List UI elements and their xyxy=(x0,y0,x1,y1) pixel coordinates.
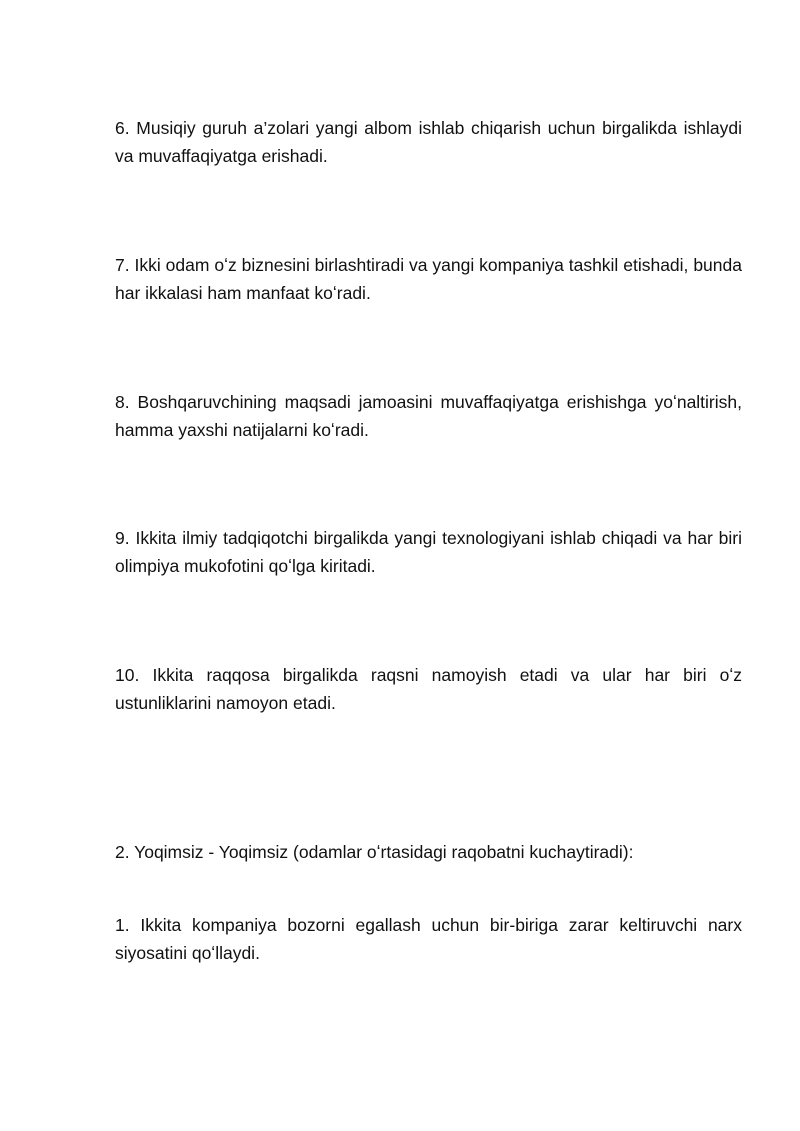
paragraph-item-8: 8. Boshqaruvchining maqsadi jamoasini muvaffaqiyatga erishishga yoʻnaltirish, hamma yaxshi natijalarni koʻradi. xyxy=(115,392,742,440)
paragraph-item-6: 6. Musiqiy guruh a’zolari yangi albom ishlab chiqarish uchun birgalikda ishlaydi va muvaffaqiyatga erishadi. xyxy=(115,118,742,166)
paragraph-item-7: 7. Ikki odam oʻz biznesini birlashtiradi va yangi kompaniya tashkil etishadi, bunda har ikkalasi ham manfaat koʻradi. xyxy=(115,255,742,303)
section-paragraph-item-1: 1. Ikkita kompaniya bozorni egallash uchun bir-biriga zarar keltiruvchi narx siyosatini qoʻllaydi. xyxy=(115,915,742,963)
section-heading: 2. Yoqimsiz - Yoqimsiz (odamlar oʻrtasidagi raqobatni kuchaytiradi): xyxy=(115,842,634,862)
paragraph-item-10: 10. Ikkita raqqosa birgalikda raqsni namoyish etadi va ular har biri oʻz ustunliklarini namoyon etadi. xyxy=(115,665,742,713)
paragraph-item-9: 9. Ikkita ilmiy tadqiqotchi birgalikda yangi texnologiyani ishlab chiqadi va har biri olimpiya mukofotini qoʻlga kiritadi. xyxy=(115,528,742,576)
